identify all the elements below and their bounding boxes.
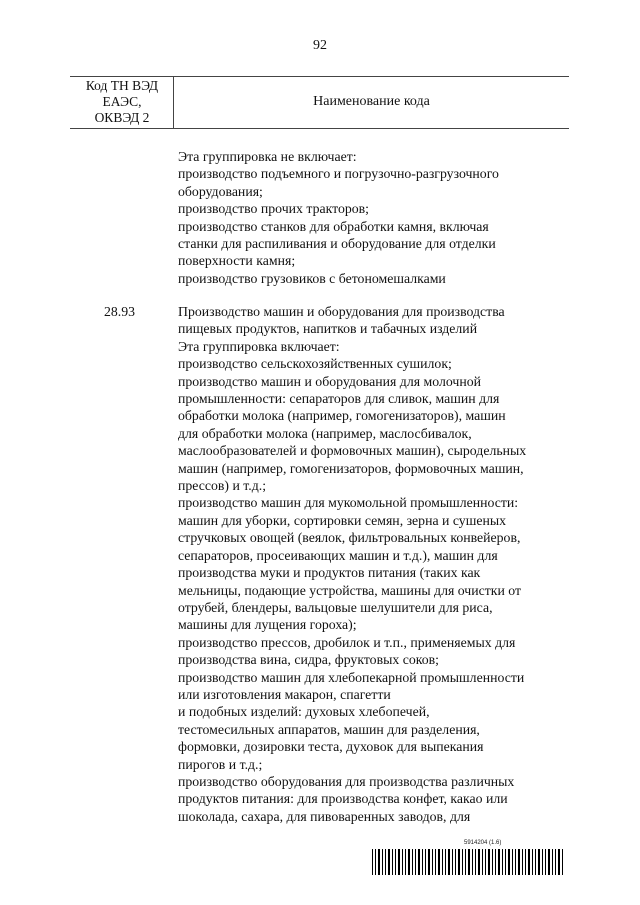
- entry-28-93-description: [178, 303, 578, 825]
- table-header-bottom-rule: [70, 128, 569, 129]
- text-line: продуктов питания: для производства конфет, какао или: [178, 791, 508, 807]
- text-line: машины для лущения гороха);: [178, 617, 357, 633]
- text-line: производство прессов, дробилок и т.п., применяемых для: [178, 634, 516, 650]
- text-line: тестомесильных аппаратов, машин для разделения,: [178, 721, 480, 737]
- table-top-rule: [70, 76, 569, 77]
- text-line: стручковых овощей (веялок, фильтровальных конвейеров,: [178, 530, 521, 546]
- text-line: и подобных изделий: духовых хлебопечей,: [178, 704, 430, 720]
- text-line: формовки, дозировки теста, духовок для выпекания: [178, 739, 484, 755]
- text-line: производство станков для обработки камня, включая: [178, 218, 489, 234]
- text-line: производства муки и продуктов питания (таких как: [178, 565, 481, 581]
- text-line: оборудования;: [178, 183, 263, 199]
- text-line: производство машин и оборудования для молочной: [178, 373, 481, 389]
- text-line: станки для распиливания и оборудование для отделки: [178, 236, 496, 252]
- header-code-line: ЕАЭС,: [102, 94, 142, 109]
- text-line: прессов) и т.д.;: [178, 478, 267, 494]
- text-line: производство сельскохозяйственных сушилок;: [178, 356, 452, 372]
- text-line: производство машин для мукомольной промышленности:: [178, 495, 519, 511]
- text-line: машин (например, гомогенизаторов, формовочных машин,: [178, 460, 524, 476]
- text-line: или изготовления макарон, спагетти: [178, 686, 391, 702]
- text-line: производство подъемного и погрузочно-разгрузочного: [178, 166, 499, 182]
- text-line: пищевых продуктов, напитков и табачных изделий: [178, 321, 478, 337]
- text-line: пирогов и т.д.;: [178, 756, 263, 772]
- header-name-column: Наименование кода: [313, 94, 430, 109]
- text-line: производство машин для хлебопекарной промышленности: [178, 669, 525, 685]
- header-code-line: ОКВЭД 2: [94, 110, 150, 125]
- entry-code-28-93: 28.93: [104, 304, 136, 319]
- text-line: Эта группировка включает:: [178, 338, 340, 354]
- text-line: производства вина, сидра, фруктовых соков;: [178, 652, 439, 668]
- page-number: 92: [313, 38, 327, 53]
- text-line: Производство машин и оборудования для производства: [178, 304, 505, 319]
- text-line: маслообразователей и формовочных машин), сыродельных: [178, 443, 527, 459]
- text-line: обработки молока (например, гомогенизаторов), машин: [178, 408, 506, 424]
- text-line: производство прочих тракторов;: [178, 201, 370, 217]
- barcode-image: [372, 849, 567, 875]
- text-line: мельницы, подающие устройства, машины для очистки от: [178, 582, 522, 598]
- text-line: поверхности камня;: [178, 253, 296, 269]
- text-line: производство оборудования для производства различных: [178, 773, 515, 789]
- text-line: шоколада, сахара, для пивоваренных заводов, для: [178, 808, 471, 824]
- text-line: сепараторов, просеивающих машин и т.д.), машин для: [178, 547, 498, 563]
- header-code-column: [74, 78, 170, 126]
- entry-exclusions-text: [178, 148, 578, 287]
- text-line: машин для уборки, сортировки семян, зерна и сушеных: [178, 512, 506, 528]
- text-line: Эта группировка не включает:: [178, 149, 357, 164]
- text-line: производство грузовиков с бетономешалками: [178, 270, 446, 286]
- barcode-number: 5914204 (1.6): [464, 840, 502, 846]
- header-code-line: Код ТН ВЭД: [85, 78, 159, 93]
- text-line: для обработки молока (например, маслосбивалок,: [178, 425, 472, 441]
- text-line: отрубей, блендеры, вальцовые шелушители для риса,: [178, 599, 493, 615]
- text-line: промышленности: сепараторов для сливок, машин для: [178, 391, 500, 407]
